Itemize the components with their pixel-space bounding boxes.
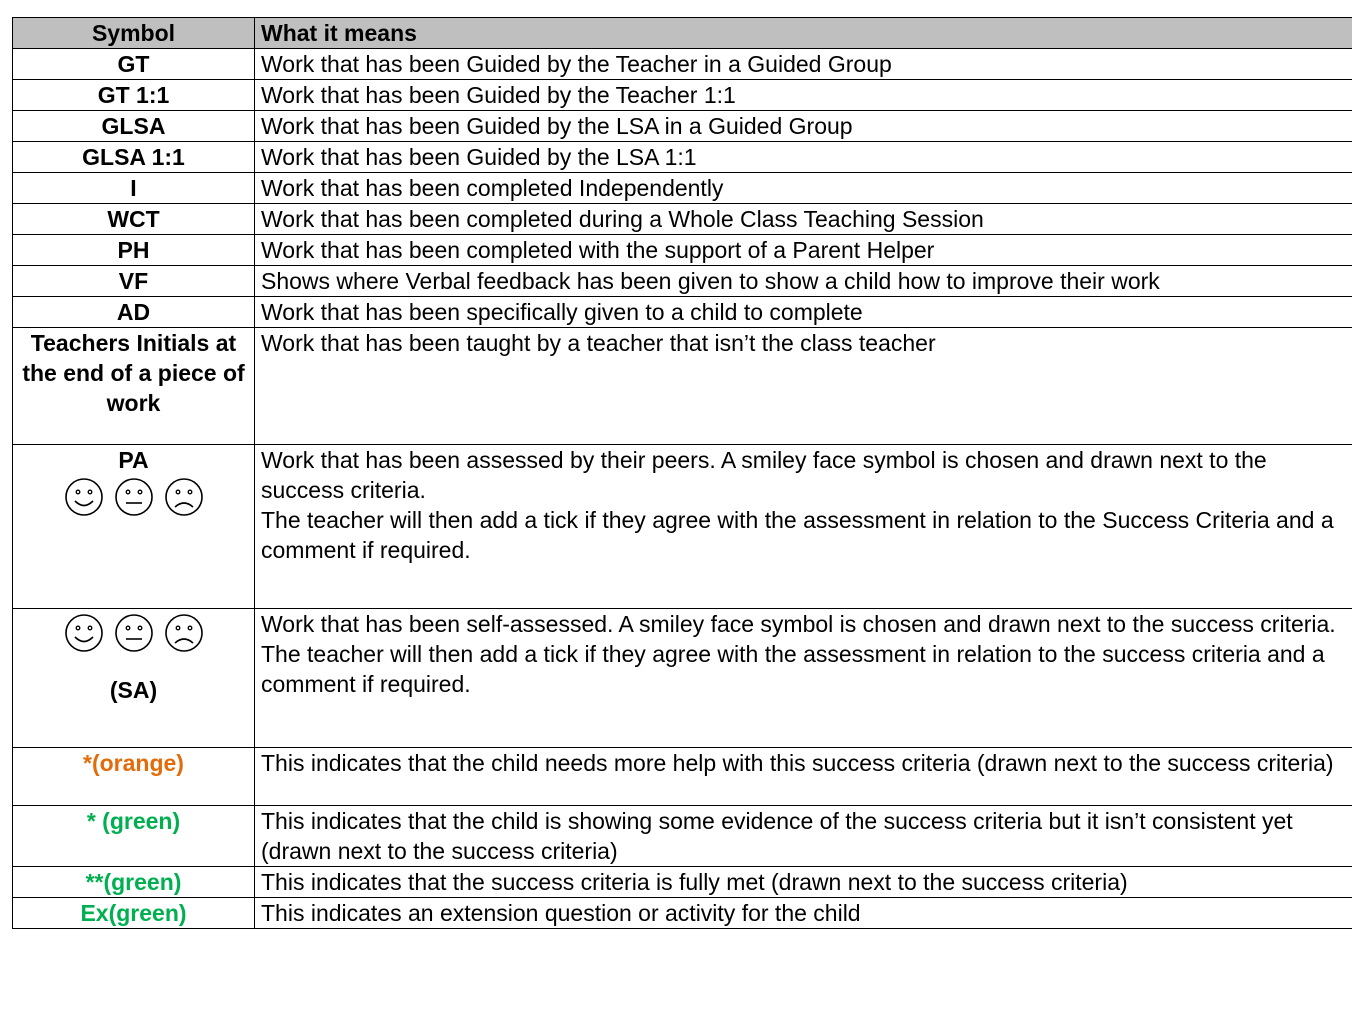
table-row <box>13 204 1352 235</box>
table-row <box>13 49 1352 80</box>
neutral-face-icon <box>114 477 154 517</box>
symbol-cell: WCT <box>13 204 255 235</box>
table-row <box>13 328 1352 445</box>
header-row <box>13 18 1352 49</box>
table-row <box>13 867 1352 898</box>
meaning-cell: Work that has been Guided by the Teacher 1:1 <box>255 80 1352 111</box>
meaning-cell: This indicates that the child is showing some evidence of the success criteria but it isn’t consistent yet (drawn next to the success criteria) <box>255 806 1352 867</box>
symbol-column-header: Symbol <box>13 18 255 49</box>
meaning-cell: Work that has been completed during a Whole Class Teaching Session <box>255 204 1352 235</box>
smiley-faces <box>19 477 248 517</box>
meaning-text: The teacher will then add a tick if they agree with the assessment in relation to the Success Criteria and a comment if required. <box>261 507 1334 563</box>
peer-assessment-symbol: PA <box>118 447 149 473</box>
meaning-text: The teacher will then add a tick if they agree with the assessment in relation to the success criteria and a comment if required. <box>261 641 1325 697</box>
meaning-cell: Work that has been specifically given to a child to complete <box>255 297 1352 328</box>
meaning-cell: This indicates that the child needs more help with this success criteria (drawn next to the success criteria) <box>255 748 1352 806</box>
table-row <box>13 748 1352 806</box>
meaning-text: Work that has been self-assessed. A smiley face symbol is chosen and drawn next to the success criteria. <box>261 611 1336 637</box>
symbol-cell: PH <box>13 235 255 266</box>
table-row <box>13 297 1352 328</box>
table-row <box>13 142 1352 173</box>
symbol-cell: I <box>13 173 255 204</box>
sad-face-icon <box>164 613 204 653</box>
meaning-cell: Work that has been Guided by the Teacher in a Guided Group <box>255 49 1352 80</box>
meaning-cell: This indicates an extension question or activity for the child <box>255 898 1352 929</box>
meaning-cell: Shows where Verbal feedback has been given to show a child how to improve their work <box>255 266 1352 297</box>
happy-face-icon <box>64 613 104 653</box>
symbol-cell <box>13 609 255 748</box>
sad-face-icon <box>164 477 204 517</box>
symbol-cell: VF <box>13 266 255 297</box>
symbol-cell: *(orange) <box>13 748 255 806</box>
symbol-cell: Teachers Initials at the end of a piece of work <box>13 328 255 445</box>
table-row <box>13 445 1352 609</box>
self-assessment-symbol: (SA) <box>109 677 158 703</box>
smiley-faces <box>19 613 248 653</box>
meaning-cell: This indicates that the success criteria is fully met (drawn next to the success criteria) <box>255 867 1352 898</box>
table-row <box>13 173 1352 204</box>
happy-face-icon <box>64 477 104 517</box>
meaning-cell <box>255 445 1352 609</box>
meaning-cell: Work that has been Guided by the LSA 1:1 <box>255 142 1352 173</box>
table-row <box>13 806 1352 867</box>
table-row <box>13 898 1352 929</box>
table-row <box>13 111 1352 142</box>
table-row <box>13 609 1352 748</box>
symbol-cell: GLSA <box>13 111 255 142</box>
symbol-cell: GT 1:1 <box>13 80 255 111</box>
meaning-cell: Work that has been taught by a teacher that isn’t the class teacher <box>255 328 1352 445</box>
symbol-cell: Ex(green) <box>13 898 255 929</box>
meaning-text: Work that has been assessed by their peers. A smiley face symbol is chosen and drawn next to the success criteria. <box>261 447 1267 503</box>
table-row <box>13 266 1352 297</box>
table-row <box>13 235 1352 266</box>
table-row <box>13 80 1352 111</box>
symbol-cell: GLSA 1:1 <box>13 142 255 173</box>
symbols-legend-table <box>12 17 1352 929</box>
symbol-cell: **(green) <box>13 867 255 898</box>
meaning-column-header: What it means <box>255 18 1352 49</box>
symbol-cell: GT <box>13 49 255 80</box>
neutral-face-icon <box>114 613 154 653</box>
symbol-cell: * (green) <box>13 806 255 867</box>
meaning-cell <box>255 609 1352 748</box>
meaning-cell: Work that has been completed with the support of a Parent Helper <box>255 235 1352 266</box>
meaning-cell: Work that has been Guided by the LSA in a Guided Group <box>255 111 1352 142</box>
symbol-cell: AD <box>13 297 255 328</box>
meaning-cell: Work that has been completed Independently <box>255 173 1352 204</box>
symbol-cell <box>13 445 255 609</box>
